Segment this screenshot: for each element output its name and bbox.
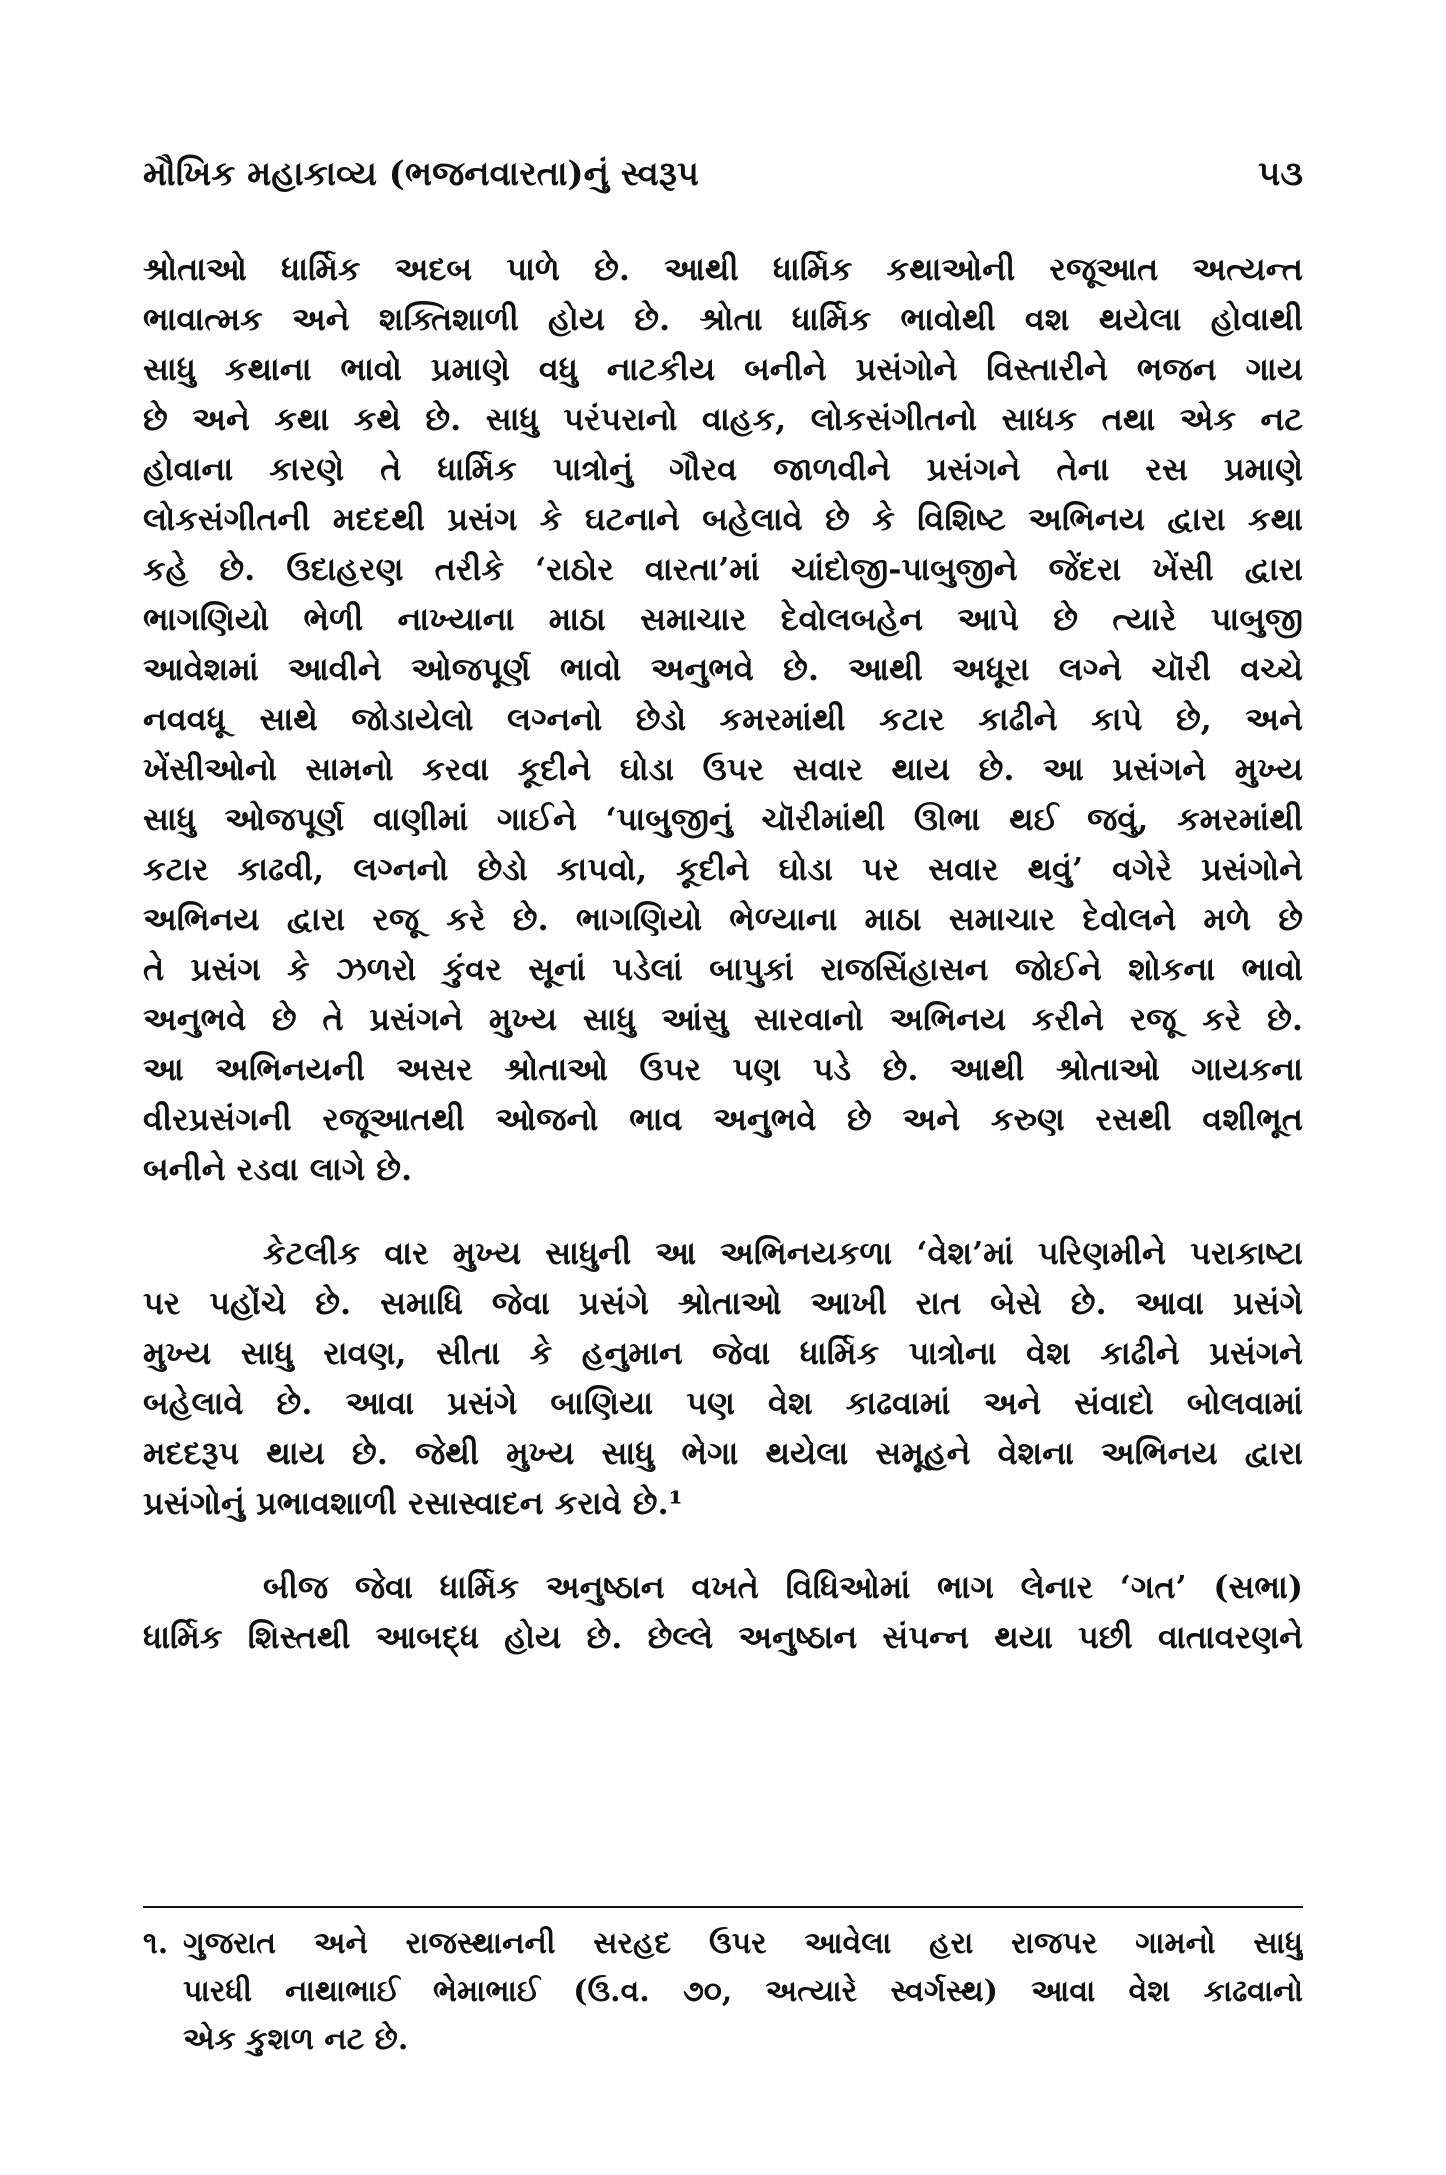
text-line: નવવધૂ સાથે જોડાયેલો લગ્નનો છેડો કમરમાંથી કટાર કાઢીને કાપે છે, અને — [143, 700, 1303, 738]
footnote-line: એક કુશળ નટ છે. — [183, 2022, 409, 2057]
text-line: બીજ જેવા ધાર્મિક અનુષ્ઠાન વખતે વિધિઓમાં ભાગ લેનાર ‘ગત’ (સભા) — [263, 1568, 1303, 1606]
text-line: અભિનય દ્વારા રજૂ કરે છે. ભાગણિયો ભેળ્યાના માઠા સમાચાર દેવોલને મળે છે — [143, 900, 1303, 938]
paragraph-gap — [143, 1528, 1303, 1562]
text-line: આવેશમાં આવીને ઓજપૂર્ણ ભાવો અનુભવે છે. આથી અધૂરા લગ્ને ચૉરી વચ્ચે — [143, 650, 1303, 688]
text-line: કહે છે. ઉદાહરણ તરીકે ‘રાઠોર વારતા’માં ચાંદોજી-પાબુજીને જેંદરા ખેંસી દ્વારા — [143, 550, 1303, 588]
text-line: સાધુ ઓજપૂર્ણ વાણીમાં ગાઈને ‘પાબુજીનું ચૉરીમાંથી ઊભા થઈ જવું, કમરમાંથી — [143, 800, 1303, 838]
text-line: મદદરૂપ થાય છે. જેથી મુખ્ય સાધુ ભેગા થયેલા સમૂહને વેશના અભિનય દ્વારા — [143, 1434, 1303, 1472]
paragraph-gap — [143, 1194, 1303, 1228]
text-line: કટાર કાઢવી, લગ્નનો છેડો કાપવો, કૂદીને ઘોડા પર સવાર થવું’ વગેરે પ્રસંગોને — [143, 850, 1303, 888]
footnote-rule — [143, 1906, 1303, 1908]
body-text — [143, 244, 1303, 1662]
text-line: બનીને રડવા લાગે છે. — [143, 1150, 413, 1188]
text-line: મુખ્ય સાધુ રાવણ, સીતા કે હનુમાન જેવા ધાર્મિક પાત્રોના વેશ કાઢીને પ્રસંગને — [143, 1334, 1303, 1372]
text-line: પ્રસંગોનું પ્રભાવશાળી રસાસ્વાદન કરાવે છે.¹ — [143, 1484, 683, 1522]
text-line: અનુભવે છે તે પ્રસંગને મુખ્ય સાધુ આંસુ સારવાનો અભિનય કરીને રજૂ કરે છે. — [143, 1000, 1303, 1038]
text-line: પર પહોંચે છે. સમાધિ જેવા પ્રસંગે શ્રોતાઓ આખી રાત બેસે છે. આવા પ્રસંગે — [143, 1284, 1303, 1322]
text-line: ભાગણિયો ભેળી નાખ્યાના માઠા સમાચાર દેવોલબહેન આપે છે ત્યારે પાબુજી — [143, 600, 1303, 638]
footnote-line: પારધી નાથાભાઈ ભેમાભાઈ (ઉ.વ. ૭૦, અત્યારે સ્વર્ગસ્થ) આવા વેશ કાઢવાનો — [183, 1974, 1303, 2009]
paragraph — [143, 244, 1303, 1194]
text-line: કેટલીક વાર મુખ્ય સાધુની આ અભિનયકળા ‘વેશ’માં પરિણમીને પરાકાષ્ટા — [263, 1234, 1303, 1272]
text-line: ધાર્મિક શિસ્તથી આબદ્ધ હોય છે. છેલ્લે અનુષ્ઠાન સંપન્ન થયા પછી વાતાવરણને — [143, 1618, 1303, 1656]
text-line: બહેલાવે છે. આવા પ્રસંગે બાણિયા પણ વેશ કાઢવામાં અને સંવાદો બોલવામાં — [143, 1384, 1303, 1422]
text-line: લોકસંગીતની મદદથી પ્રસંગ કે ઘટનાને બહેલાવે છે કે વિશિષ્ટ અભિનય દ્વારા કથા — [143, 500, 1303, 538]
text-line: હોવાના કારણે તે ધાર્મિક પાત્રોનું ગૌરવ જાળવીને પ્રસંગને તેના રસ પ્રમાણે — [143, 450, 1303, 488]
text-line: ભાવાત્મક અને શક્તિશાળી હોય છે. શ્રોતા ધાર્મિક ભાવોથી વશ થયેલા હોવાથી — [143, 300, 1303, 338]
text-line: ખેંસીઓનો સામનો કરવા કૂદીને ઘોડા ઉપર સવાર થાય છે. આ પ્રસંગને મુખ્ય — [143, 750, 1303, 788]
footnote-line: ગુજરાત અને રાજસ્થાનની સરહદ ઉપર આવેલા હરા રાજપર ગામનો સાધુ — [183, 1926, 1303, 1961]
text-line: સાધુ કથાના ભાવો પ્રમાણે વધુ નાટકીય બનીને પ્રસંગોને વિસ્તારીને ભજન ગાય — [143, 350, 1303, 388]
text-line: વીરપ્રસંગની રજૂઆતથી ઓજનો ભાવ અનુભવે છે અને કરુણ રસથી વશીભૂત — [143, 1100, 1303, 1138]
paragraph — [143, 1228, 1303, 1528]
footnotes — [143, 1920, 1303, 2064]
text-line: શ્રોતાઓ ધાર્મિક અદબ પાળે છે. આથી ધાર્મિક કથાઓની રજૂઆત અત્યન્ત — [143, 250, 1303, 288]
page-number: ૫૩ — [1258, 154, 1303, 194]
footnote-marker: ૧. — [143, 1926, 169, 1961]
text-line: તે પ્રસંગ કે ઝળરો કુંવર સૂનાં પડેલાં બાપુકાં રાજસિંહાસન જોઈને શોકના ભાવો — [143, 950, 1303, 988]
text-line: છે અને કથા કથે છે. સાધુ પરંપરાનો વાહક, લોકસંગીતનો સાધક તથા એક નટ — [143, 400, 1303, 438]
running-title: મૌખિક મહાકાવ્ય (ભજનવારતા)નું સ્વરૂપ — [143, 154, 699, 194]
paragraph — [143, 1562, 1303, 1662]
page-header — [143, 148, 1303, 208]
footnote — [143, 1920, 1303, 2064]
text-line: આ અભિનયની અસર શ્રોતાઓ ઉપર પણ પડે છે. આથી શ્રોતાઓ ગાયકના — [143, 1050, 1303, 1088]
